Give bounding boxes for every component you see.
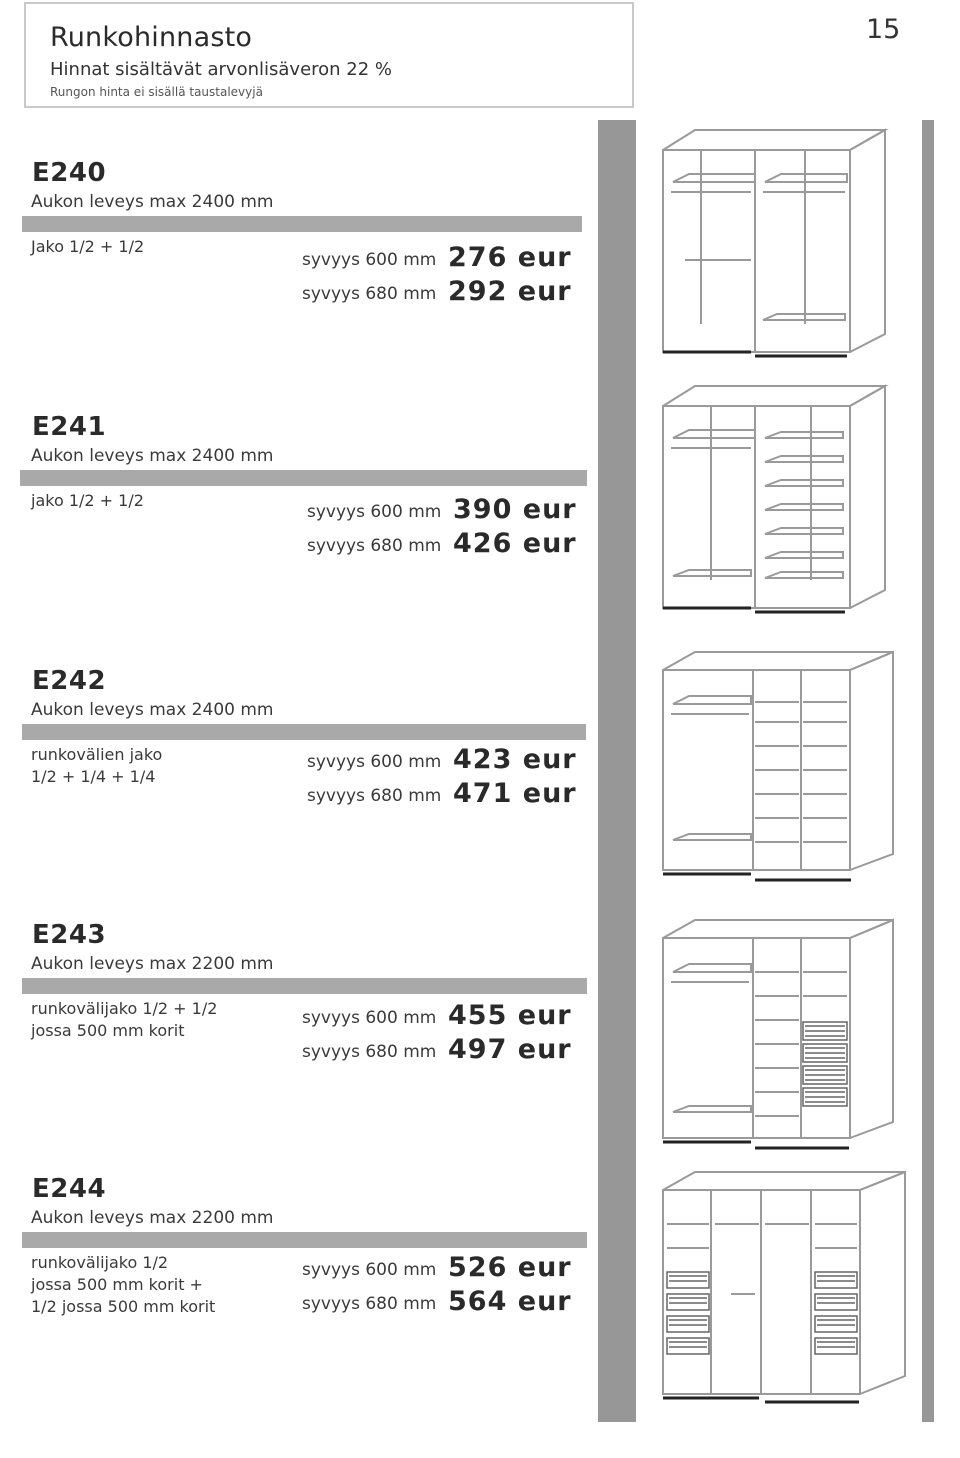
cabinet-drawing-e244 [655, 1168, 910, 1416]
product-description: Jako 1/2 + 1/2 [31, 237, 145, 256]
product-width: Aukon leveys max 2400 mm [31, 700, 274, 720]
price-value: 426 eur [453, 528, 577, 559]
cabinet-drawing-e240 [655, 124, 910, 372]
price-value: 526 eur [448, 1252, 572, 1283]
depth-label: syvyys 680 mm [302, 1042, 437, 1062]
product-description: runkovälijako 1/2 + 1/2 jossa 500 mm korit [31, 999, 218, 1040]
section-bar [22, 216, 582, 232]
depth-label: syvyys 680 mm [307, 786, 442, 806]
price-value: 455 eur [448, 1000, 572, 1031]
product-code: E242 [32, 666, 107, 696]
section-bar [22, 1232, 587, 1248]
depth-label: syvyys 600 mm [302, 1260, 437, 1280]
product-description: runkovälien jako 1/2 + 1/4 + 1/4 [31, 745, 163, 786]
price-value: 497 eur [448, 1034, 572, 1065]
product-code: E240 [32, 158, 107, 188]
section-bar [22, 724, 586, 740]
product-e243 [0, 920, 600, 1170]
price-value: 292 eur [448, 276, 572, 307]
cabinet-drawing-e241 [655, 380, 910, 628]
depth-label: syvyys 680 mm [307, 536, 442, 556]
page-title: Runkohinnasto [50, 22, 253, 53]
section-bar [20, 470, 587, 486]
product-e242 [0, 666, 600, 916]
page-note: Rungon hinta ei sisällä taustalevyjä [50, 85, 263, 99]
product-e240 [0, 158, 600, 408]
product-e241 [0, 412, 600, 662]
header-box [24, 2, 634, 108]
product-description: runkovälijako 1/2 jossa 500 mm korit + 1/2 jossa 500 mm korit [31, 1253, 216, 1316]
cabinet-drawing-e242 [655, 648, 910, 896]
product-width: Aukon leveys max 2400 mm [31, 446, 274, 466]
price-value: 276 eur [448, 242, 572, 273]
depth-label: syvyys 680 mm [302, 1294, 437, 1314]
page-number: 15 [866, 14, 901, 45]
product-e244 [0, 1174, 600, 1424]
page-subtitle: Hinnat sisältävät arvonlisäveron 22 % [50, 59, 393, 80]
cabinet-drawing-e243 [655, 916, 910, 1164]
price-value: 390 eur [453, 494, 577, 525]
divider-bar-right [922, 120, 934, 1422]
depth-label: syvyys 600 mm [302, 1008, 437, 1028]
section-bar [22, 978, 587, 994]
depth-label: syvyys 680 mm [302, 284, 437, 304]
price-value: 471 eur [453, 778, 577, 809]
product-width: Aukon leveys max 2400 mm [31, 192, 274, 212]
product-code: E241 [32, 412, 107, 442]
product-width: Aukon leveys max 2200 mm [31, 1208, 274, 1228]
depth-label: syvyys 600 mm [307, 502, 442, 522]
price-value: 423 eur [453, 744, 577, 775]
depth-label: syvyys 600 mm [307, 752, 442, 772]
product-width: Aukon leveys max 2200 mm [31, 954, 274, 974]
divider-bar-left [598, 120, 636, 1422]
depth-label: syvyys 600 mm [302, 250, 437, 270]
product-code: E243 [32, 920, 107, 950]
product-description: jako 1/2 + 1/2 [31, 491, 144, 510]
price-value: 564 eur [448, 1286, 572, 1317]
product-code: E244 [32, 1174, 107, 1204]
